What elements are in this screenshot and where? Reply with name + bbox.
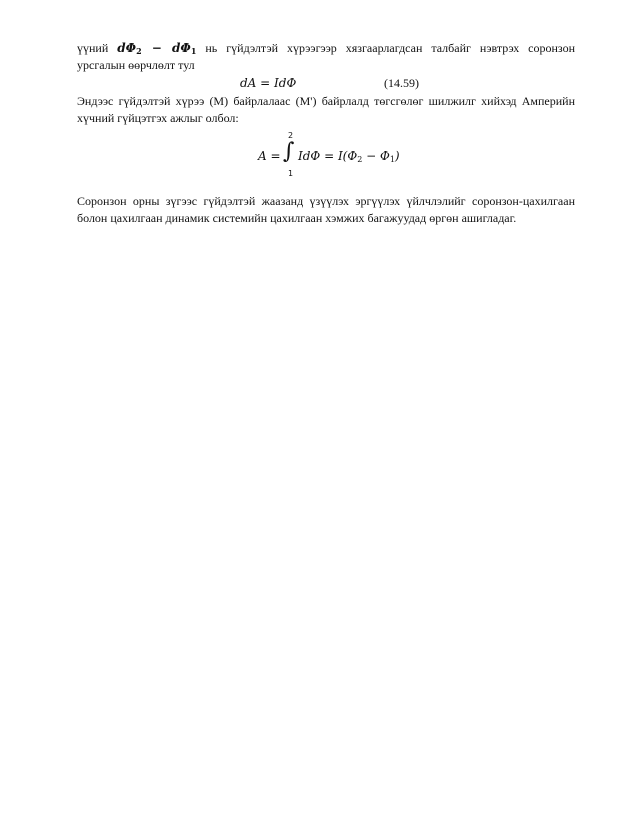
paragraph-1-rest: нь гүйдэлтэй хүрээгээр хязгаарлагдсан талбайг нэвтрэх соронзон bbox=[205, 41, 576, 55]
paragraph-3-line-2: болон цахилгаан динамик системийн цахилгаан хэмжих багажуудад өргөн ашигладаг. bbox=[77, 211, 517, 225]
equation-2-rhs: $Id\Phi = I(\Phi_2 - \Phi_1)$ bbox=[298, 149, 400, 164]
formula-d-phi-2: $d\Phi_2 - d\Phi_1$ bbox=[117, 41, 197, 56]
paragraph-1-line-2: урсгалын өөрчлөлт тул bbox=[77, 58, 195, 72]
equation-1-number: (14.59) bbox=[384, 76, 419, 90]
integral-lower-limit: 1 bbox=[288, 169, 294, 178]
integral-sign: ∫ bbox=[283, 139, 295, 164]
integral-upper-limit: 2 bbox=[288, 131, 294, 140]
paragraph-2-line-2: хүчний гүйцэтгэх ажлыг олбол: bbox=[77, 111, 239, 125]
paragraph-3-line-1: Соронзон орны зүгээс гүйдэлтэй жаазанд үзүүлэх эргүүлэх үйлчлэлийг соронзон-цахилгаан bbox=[77, 194, 575, 208]
equation-2-lhs: A = bbox=[258, 149, 281, 163]
paragraph-1-word: үүний bbox=[77, 41, 109, 55]
paragraph-2-line-1: Эндээс гүйдэлтэй хүрээ (M) байрлалаас (M') байрлалд төгсгөлөг шилжилг хийхэд Амперийн bbox=[77, 94, 575, 108]
paragraph-1-line-1 bbox=[77, 41, 575, 58]
equation-1-formula: dA = IdΦ bbox=[240, 76, 297, 90]
